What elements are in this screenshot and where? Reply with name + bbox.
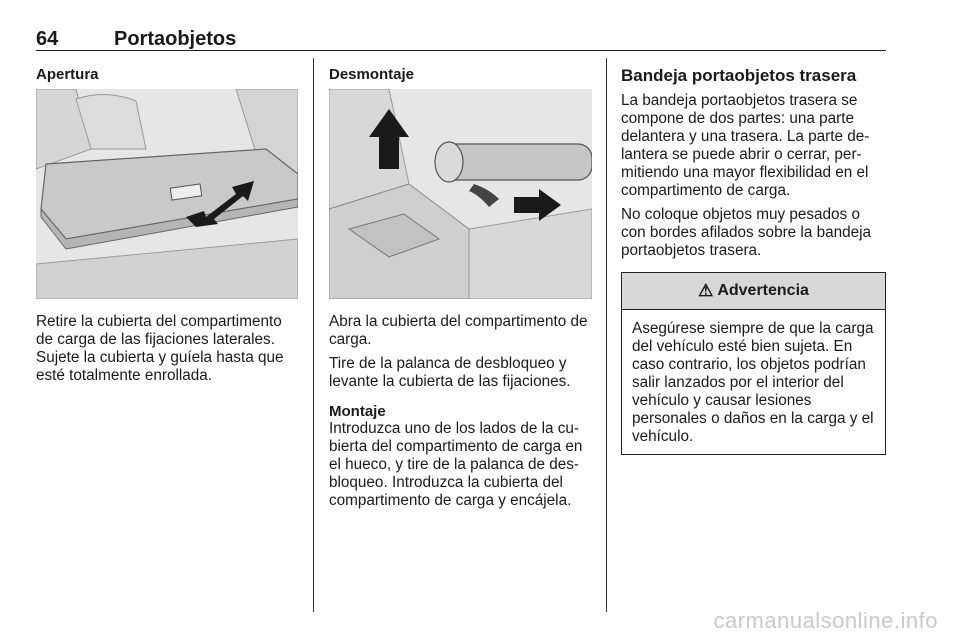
warning-title: Advertencia [717,282,809,299]
cargo-cover-open-illustration [36,89,298,299]
column-apertura [36,58,298,391]
cargo-cover-remove-illustration [329,89,592,299]
montaje-heading: Montaje [329,403,386,420]
warning-body [622,310,885,454]
page-title: Portaobjetos [114,28,237,50]
desmontaje-heading: Desmontaje [329,66,415,83]
bandeja-heading: Bandeja portaobjetos trasera [621,66,857,85]
warning-box [621,272,886,455]
column-divider [606,58,607,612]
apertura-heading: Apertura [36,66,99,83]
bandeja-para2: No coloque objetos muy pesados o con bordes afilados sobre la bandeja portaobjetos trasera. [621,206,872,259]
page-number: 64 [36,28,59,50]
column-bandeja [621,58,886,455]
column-divider [313,58,314,612]
apertura-text: Retire la cubierta del compartimento de carga de las fijaciones laterales. Sujete la cubierta y guíela hasta que esté totalmente enrollada. [36,313,284,384]
column-desmontaje [329,58,592,516]
page-header [36,28,886,51]
desmontaje-para2: Tire de la palanca de desbloqueo y levante la cubierta de las fijaciones. [329,355,571,390]
warning-text: Asegúrese siempre de que la carga del vehículo esté bien sujeta. En caso contrario, los objetos podrían salir lanzados por el interior del vehículo y causar lesiones personales o daños en la carga y el vehículo. [632,320,874,445]
desmontaje-para1: Abra la cubierta del compartimento de carga. [329,313,588,348]
bandeja-para1: La bandeja portaobjetos trasera se compone de dos partes: una parte delantera y una trasera. La parte delantera se puede abrir o cerrar, permitiendo una mayor flexibilidad en el compartimento de carga. [621,92,870,199]
warning-triangle-icon: ⚠ [698,281,714,300]
warning-header [622,273,885,310]
watermark: carmanualsonline.info [713,608,938,633]
montaje-text: Introduzca uno de los lados de la cubierta del compartimento de carga en el hueco, y tire de la palanca de desbloqueo. Introduzca la cubierta del compartimento de carga y encájela. [329,420,583,509]
